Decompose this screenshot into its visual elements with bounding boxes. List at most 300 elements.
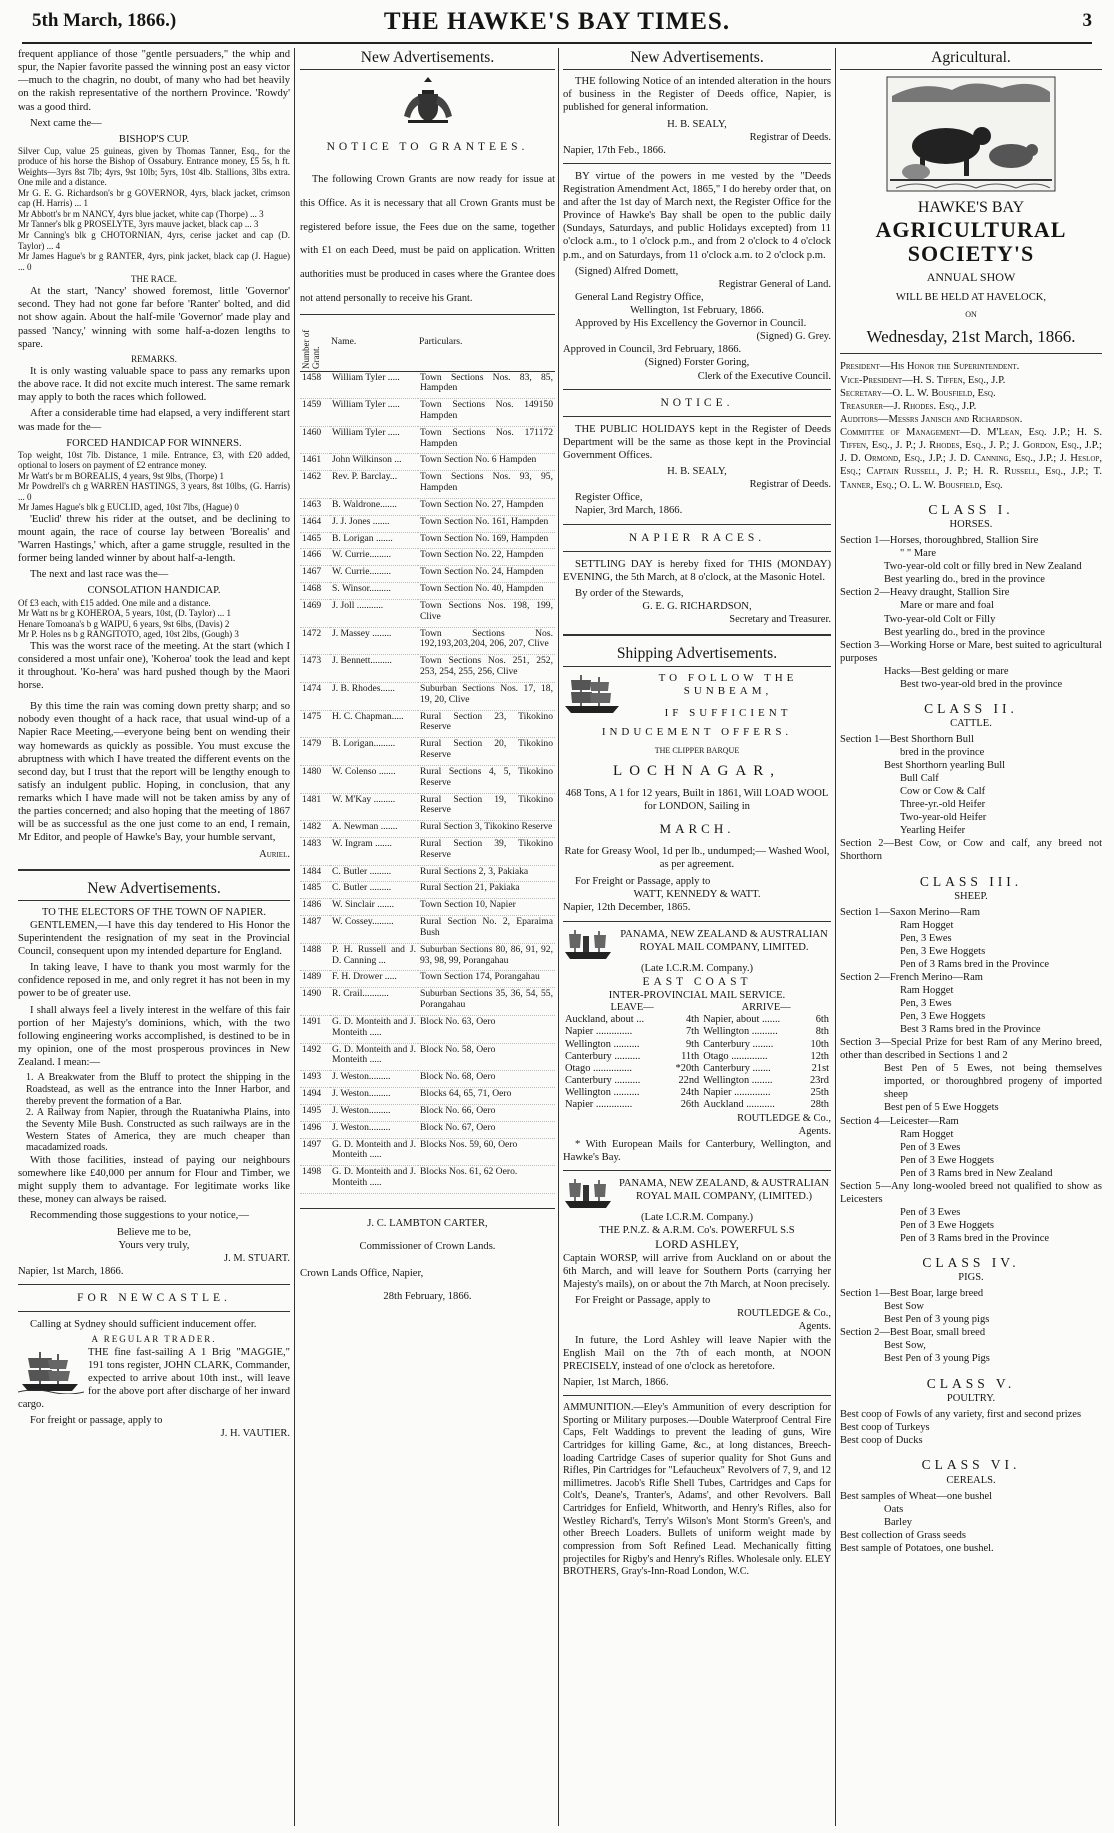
ad-text: Rate for Greasy Wool, 1d per lb., undumped;— Washed Wool, as per agreement. <box>564 845 830 871</box>
leave-date: 9th <box>685 1038 700 1050</box>
grant-number: 1483 <box>300 838 330 866</box>
grantee-name: J. J. Jones ....... <box>330 515 418 532</box>
ad-title: NAPIER RACES. <box>628 531 766 544</box>
table-row <box>300 682 555 710</box>
grant-particulars: Rural Sections 2, 3, Pakiaka <box>418 865 555 882</box>
leave-port: Wellington .......... <box>565 1087 640 1099</box>
table-row <box>563 1099 831 1111</box>
prize-entry: Hacks—Best gelding or mare <box>884 665 1009 677</box>
table-row <box>300 765 555 793</box>
prize-entry: Pen of 3 Rams bred in the Province <box>900 959 1050 971</box>
section-rule <box>563 416 831 417</box>
grant-number: 1496 <box>300 1121 330 1138</box>
grant-number: 1488 <box>300 943 330 971</box>
table-row <box>300 865 555 882</box>
race-report-text: By this time the rain was coming down pretty sharp; and so nobody even thought of a hack race, that usual wind-up of a Napier Race Meeting,—everyone being bent on wending their way homewards as quickly as possible. You must excuse the abruptness with which I have treated the different events on the second day, but I trust that the report will be lengthy enough to satisfy an indulgent public. Hoping, in conclusion, that any remarks which I have made will not be taken amiss by any of the parties concerned; and also hoping that the meeting of 1867 will be as successful as the one just come to an end, I remain, Mr Editor, and people of Hawke's Bay, your humble servant, <box>18 701 290 844</box>
prize-section: Section 1—Saxon Merino—Ram <box>840 907 980 919</box>
grant-number: 1474 <box>300 682 330 710</box>
arrive-date: 10th <box>810 1038 829 1050</box>
table-header-row <box>563 1002 831 1014</box>
race-entry: Mr Powdrell's ch g WARREN HASTINGS, 3 years, 8st 10lbs, (G. Harris) ... 0 <box>18 481 290 502</box>
notice-title: NOTICE TO GRANTEES. <box>326 141 529 154</box>
prize-entry: Ram Hogget <box>900 1128 954 1140</box>
grantee-name: J. Massey ........ <box>330 627 418 655</box>
grant-particulars: Rural Section 23, Tikokino Reserve <box>418 710 555 738</box>
grant-number: 1481 <box>300 793 330 821</box>
officer-line: President—His Honor the Superintendent. <box>840 361 1020 373</box>
steamship-icon <box>563 928 613 962</box>
ad-signed: (Signed) G. Grey. <box>756 331 831 343</box>
table-row <box>300 1121 555 1138</box>
grant-particulars: Block No. 63, Oero <box>418 1015 555 1043</box>
grant-number: 1480 <box>300 765 330 793</box>
grant-number: 1493 <box>300 1071 330 1088</box>
grant-number: 1468 <box>300 583 330 600</box>
officer-line: Committee of Management—D. M'Lean, Esq. J.P.; H. S. Tiffen, Esq., J. P.; J. Rhodes, Esq., J. P.; J. Gordon, Esq., J.P.; J. D. Ormond, Esq., J.P.; J. D. Canning, Esq., J.P.; J. Heslop, Esq.; Captain Russell, J. P.; H. R. Russell, Esq., J.P.; T. Tanner, Esq.; O. L. W. Bousfield, Esq. <box>840 427 1102 491</box>
prize-entry: Barley <box>884 1517 912 1529</box>
prize-entry: Ram Hogget <box>900 920 954 932</box>
grant-particulars: Town Section 174, Porangahau <box>418 971 555 988</box>
arrive-port: Canterbury ....... <box>703 1062 771 1074</box>
race-entry: Mr Canning's blk g CHOTORNIAN, 4yrs, cerise jacket and cap (D. Taylor) ... 4 <box>18 230 290 251</box>
ad-signer-title: Secretary and Treasurer. <box>729 614 831 626</box>
ad-signer-title: Clerk of the Executive Council. <box>697 370 831 382</box>
ad-title: PANAMA, NEW ZEALAND & AUSTRALIAN ROYAL MAIL COMPANY, LIMITED. <box>620 928 828 953</box>
grant-particulars: Rural Section 39, Tikokino Reserve <box>418 838 555 866</box>
ship-name: LORD ASHLEY, <box>655 1237 739 1252</box>
grant-number: 1472 <box>300 627 330 655</box>
prize-entry: Pen, 3 Ewes <box>900 933 952 945</box>
race-title: FORCED HANDICAP FOR WINNERS. <box>66 437 242 449</box>
grant-particulars: Blocks Nos. 61, 62 Oero. <box>418 1166 555 1194</box>
table-row <box>300 1104 555 1121</box>
prize-entry: Two-year-old colt or filly bred in New Zealand <box>884 561 1082 573</box>
arrive-date: 6th <box>815 1014 829 1026</box>
section-rule <box>300 1208 555 1209</box>
prize-section: Best coop of Fowls of any variety, first and second prizes <box>840 1409 1082 1421</box>
grantee-name: G. D. Monteith and J. Monteith ..... <box>330 1015 418 1043</box>
ad-date: Napier, 1st March, 1866. <box>563 1376 669 1388</box>
grantee-name: C. Butler ......... <box>330 865 418 882</box>
grant-particulars: Block No. 58, Oero <box>418 1043 555 1071</box>
prize-entry: Best yearling do., bred in the province <box>884 626 1045 638</box>
arrive-port: Napier .............. <box>703 1087 771 1099</box>
race-entry: Mr Watt's br m BOREALIS, 4 years, 9st 9lbs, (Thorpe) 1 <box>18 470 224 481</box>
grant-particulars: Block No. 68, Oero <box>418 1071 555 1088</box>
class-title: CLASS II. <box>924 700 1018 716</box>
race-report-text: frequent appliance of those "gentle persuaders," the whip and spur, the Napier favorite passed the winning post an easy victor—much to the chagrin, no doubt, of many who had bet heavily on the rakish representative of the northern Province. 'Rowdy' was a good third. <box>18 49 290 113</box>
race-entry: Mr Watt ns br g KOHEROA, 5 years, 10st, (D. Taylor) ... 1 <box>18 608 232 619</box>
ad-signed: (Signed) Forster Goring, <box>644 357 750 369</box>
prize-section: Best sample of Potatoes, one bushel. <box>840 1543 994 1555</box>
leave-date: 7th <box>685 1026 700 1038</box>
grantee-name: H. C. Chapman..... <box>330 710 418 738</box>
arrive-date: 21st <box>811 1062 829 1074</box>
table-row <box>563 1087 831 1099</box>
grant-number: 1465 <box>300 532 330 549</box>
prize-entry: Two-year-old Colt or Filly <box>884 613 996 625</box>
grant-number: 1464 <box>300 515 330 532</box>
grant-number: 1463 <box>300 498 330 515</box>
ad-text: AMMUNITION.—Eley's Ammunition of every description for Sporting or Military purposes.—Double Waterproof Central Fire Caps, Felt Waddings to prevent the leading of guns, Wire Cartridges for killing Game, &c., at long distances, Breech-loading Cartridge Cases of superior quality for Shot Guns and Rifles, Pin Cartridges for "Lefaucheux" Revolvers of 7, 9, and 12 millimetres. Jacob's Rifle Shell Tubes, Cartridges and Caps for Colt's, Deane's, Tranter's, Adams', and other Revolvers. Ball Cartridges for Enfield, Whitworth, and Henry's Rifles, also for Westley Richard's, Terry's Wilson's Mont Storm's Green's, and other Breech Loaders. Bullets of uniform weight made by compression from Soft Refined Lead. Mechanically fitting projectiles for Rigby's and Henry's Rifles. Wholesale only. ELEY BROTHERS, Gray's-Inn-Road London, W.C. <box>563 1402 831 1578</box>
table-row <box>300 943 555 971</box>
grant-particulars: Town Sections Nos. 192,193,203,204, 206, 207, Clive <box>418 627 555 655</box>
arrive-date: 12th <box>810 1050 829 1062</box>
ad-subtitle: (Late I.C.R.M. Company.) <box>641 962 753 974</box>
issue-date: 5th March, 1866.) <box>32 10 177 31</box>
grant-number: 1458 <box>300 371 330 399</box>
table-row <box>300 710 555 738</box>
grantee-name: C. Butler ......... <box>330 882 418 899</box>
grantee-name: William Tyler ..... <box>330 399 418 427</box>
grantee-name: J. Weston......... <box>330 1071 418 1088</box>
section-rule <box>563 524 831 525</box>
show-title: ANNUAL SHOW <box>926 270 1016 285</box>
ad-signer: WATT, KENNEDY & WATT. <box>633 889 761 901</box>
race-report-text: It is only wasting valuable space to pass any remarks upon the above race. It did not excite much interest. The same remark may apply to both the races which followed. <box>18 366 290 404</box>
race-report-text: The next and last race was the— <box>30 569 169 581</box>
table-row <box>300 566 555 583</box>
prize-section: Best samples of Wheat—one bushel <box>840 1491 993 1503</box>
ad-text: 1. A Breakwater from the Bluff to protect the shipping in the Roadstead, as well as the entrance into the Inner Harbor, and thereby prevent the formation of a Bar. <box>26 1072 290 1107</box>
ad-signer-title: Agents. <box>798 1125 831 1137</box>
prize-section: Section 4—Leicester—Ram <box>840 1115 959 1127</box>
livestock-illustration <box>886 76 1056 192</box>
ad-text: For Freight or Passage, apply to <box>575 1295 711 1307</box>
grantee-name: Rev. P. Barclay... <box>330 471 418 499</box>
grantee-name: W. Colenso ....... <box>330 765 418 793</box>
prize-entry: Best Sow <box>884 1301 924 1313</box>
table-row <box>300 498 555 515</box>
prize-entry: bred in the province <box>900 747 985 759</box>
office-address: Crown Lands Office, Napier, <box>300 1268 424 1280</box>
grant-particulars: Town Section No. 22, Hampden <box>418 549 555 566</box>
office-address: General Land Registry Office, <box>575 291 704 303</box>
grant-particulars: Town Section No. 24, Hampden <box>418 566 555 583</box>
grantee-name: G. D. Monteith and J. Monteith ..... <box>330 1043 418 1071</box>
grantee-name: W. M'Kay ......... <box>330 793 418 821</box>
column-header: LEAVE— <box>610 1002 654 1014</box>
grant-number: 1469 <box>300 599 330 627</box>
arrive-date: 25th <box>810 1087 829 1099</box>
ad-text: With those facilities, instead of paying our neighbours somewhere like £40,000 per annum for Flour and Timber, we might supply them to advantage. For legitimate works like these, money can always be raised. <box>18 1154 290 1206</box>
grant-particulars: Town Section No. 6 Hampden <box>418 454 555 471</box>
officer-line: Treasurer—J. Rhodes. Esq., J.P. <box>840 400 977 412</box>
table-row <box>300 426 555 454</box>
section-rule <box>18 1311 290 1312</box>
section-heading: New Advertisements. <box>300 48 555 70</box>
ad-signer: ROUTLEDGE & Co., <box>737 1112 831 1124</box>
grant-particulars: Rural Section 21, Pakiaka <box>418 882 555 899</box>
ad-date: Wellington, 1st February, 1866. <box>630 305 764 316</box>
race-report-text: 'Euclid' threw his rider at the outset, and be declining to mount again, the race of course lay between 'Borealis' and 'Warren Hastings,' which, after a game struggle, resulted in the former being landed winner by about half-a-length. <box>18 513 290 565</box>
ad-text: For Freight or Passage, apply to <box>575 876 711 888</box>
office-address: Register Office, <box>575 492 643 504</box>
grantee-name: William Tyler ..... <box>330 371 418 399</box>
officer-line: Secretary—O. L. W. Bousfield, Esq. <box>840 387 996 399</box>
grantee-name: B. Waldrone....... <box>330 498 418 515</box>
grant-number: 1467 <box>300 566 330 583</box>
race-entry: Of £3 each, with £15 added. One mile and a distance. <box>18 597 211 608</box>
prize-entry: Pen of 3 Ewe Hoggets <box>900 1154 994 1166</box>
grantee-name: B. Lorigan......... <box>330 738 418 766</box>
race-title: BISHOP'S CUP. <box>118 133 190 145</box>
ad-signer-title: Registrar General of Land. <box>718 278 831 290</box>
section-heading: New Advertisements. <box>563 48 831 70</box>
grant-number: 1498 <box>300 1166 330 1194</box>
column-3 <box>563 48 831 1826</box>
table-row <box>300 738 555 766</box>
ad-subtitle: MARCH. <box>659 820 735 836</box>
society-name: HAWKE'S BAY <box>917 199 1025 217</box>
ad-closing: Believe me to be, <box>116 1226 192 1238</box>
ad-text: 468 Tons, A 1 for 12 years, Built in 1861, Will LOAD WOOL for LONDON, Sailing in <box>565 787 829 812</box>
section-rule <box>18 869 290 871</box>
section-rule <box>840 353 1102 354</box>
grantee-name: P. H. Russell and J. D. Canning ... <box>330 943 418 971</box>
masthead-rule <box>22 42 1092 44</box>
grantee-name: J. Weston......... <box>330 1121 418 1138</box>
prize-entry: Pen, 3 Ewe Hoggets <box>900 1011 986 1023</box>
ad-signer: J. H. VAUTIER. <box>220 1428 290 1440</box>
section-heading: Agricultural. <box>840 48 1102 70</box>
ad-subtitle: A REGULAR TRADER. <box>91 1334 217 1345</box>
grant-number: 1460 <box>300 426 330 454</box>
leave-port: Wellington .......... <box>565 1038 640 1050</box>
leave-port: Napier .............. <box>565 1026 633 1038</box>
race-subhead: THE RACE. <box>131 274 177 285</box>
grantee-name: J. Weston......... <box>330 1104 418 1121</box>
prize-entry: Best pen of 5 Ewe Hoggets <box>884 1102 999 1114</box>
table-row <box>300 549 555 566</box>
ad-subtitle: INTER-PROVINCIAL MAIL SERVICE. <box>608 989 786 1001</box>
column-header: Name. <box>330 314 418 371</box>
section-heading: Shipping Advertisements. <box>563 644 831 666</box>
table-row <box>563 1039 831 1051</box>
ad-signed: (Signed) Alfred Domett, <box>575 265 679 277</box>
grantee-name: W. Currie......... <box>330 549 418 566</box>
prize-entry: Best 3 Rams bred in the Province <box>900 1024 1041 1036</box>
crown-grants-table <box>300 314 555 1194</box>
table-row <box>300 471 555 499</box>
grantee-name: J. Weston......... <box>330 1088 418 1105</box>
ad-subtitle: EAST COAST <box>642 975 752 988</box>
table-row <box>300 793 555 821</box>
ad-signer-title: Commissioner of Crown Lands. <box>359 1241 496 1252</box>
table-row <box>300 971 555 988</box>
grant-number: 1484 <box>300 865 330 882</box>
section-heading: New Advertisements. <box>18 879 290 901</box>
grantee-name: G. D. Monteith and J. Monteith ..... <box>330 1166 418 1194</box>
ad-signer-title: Registrar of Deeds. <box>749 479 831 491</box>
grant-particulars: Town Section No. 27, Hampden <box>418 498 555 515</box>
table-row <box>300 599 555 627</box>
table-row <box>300 515 555 532</box>
table-row <box>563 1075 831 1087</box>
grant-number: 1459 <box>300 399 330 427</box>
table-row <box>300 1071 555 1088</box>
prize-section: Section 2—French Merino—Ram <box>840 972 983 984</box>
ad-signer: J. C. LAMBTON CARTER, <box>367 1217 488 1229</box>
grant-number: 1495 <box>300 1104 330 1121</box>
race-entry: Silver Cup, value 25 guineas, given by Thomas Tanner, Esq., for the produce of his horse the Bishop of Ossabury. Entrance money, £5 5s, h ft. Weights—3yrs 8st 7lb; 4yrs, 9st 10lb; 5yrs, 10st 4lb. Stallions, 3lbs extra. One mile and a distance. <box>18 145 290 188</box>
table-row <box>300 1015 555 1043</box>
prize-entry: Best Pen of 3 young Pigs <box>884 1353 990 1365</box>
prize-entry: Three-yr.-old Heifer <box>900 799 986 811</box>
ad-title: FOR NEWCASTLE. <box>77 1291 231 1304</box>
ad-date: Napier, 1st March, 1866. <box>18 1265 124 1277</box>
ad-text: In future, the Lord Ashley will leave Napier with the English Mail on the 7th of each month, at NOON PRECISELY, instead of one o'clock as heretofore. <box>563 1334 831 1372</box>
column-rule <box>835 48 836 1826</box>
ad-text: For freight or passage, apply to <box>30 1415 163 1427</box>
officer-line: Auditors—Messrs Janisch and Richardson. <box>840 413 1023 425</box>
leave-date: 4th <box>685 1014 700 1026</box>
grantee-name: J. B. Rhodes...... <box>330 682 418 710</box>
masthead <box>0 0 1114 46</box>
class-subtitle: HORSES. <box>949 519 993 531</box>
table-row <box>300 1043 555 1071</box>
grantee-name: W. Currie......... <box>330 566 418 583</box>
ad-date: Napier, 17th Feb., 1866. <box>563 144 666 156</box>
ad-text: Approved in Council, 3rd February, 1866. <box>563 344 742 356</box>
column-rule <box>558 48 559 1826</box>
ad-date: 28th February, 1866. <box>383 1291 472 1303</box>
section-rule <box>563 634 831 636</box>
race-subhead: REMARKS. <box>131 353 177 364</box>
table-row <box>300 1138 555 1166</box>
ad-text: I shall always feel a lively interest in the welfare of this fair portion of her Majesty's dominions, which, with the two following engineering works accomplished, is destined to be in my opinion, one of the most prosperous provinces in New Zealand. I mean:— <box>18 1004 290 1069</box>
prize-section: Best coop of Ducks <box>840 1435 923 1447</box>
grant-particulars: Town Section No. 40, Hampden <box>418 583 555 600</box>
grant-particulars: Rural Section 20, Tikokino Reserve <box>418 738 555 766</box>
arrive-date: 23rd <box>809 1075 829 1087</box>
arrive-port: Wellington ........ <box>703 1075 773 1087</box>
column-rule <box>294 48 295 1826</box>
ad-title: TO THE ELECTORS OF THE TOWN OF NAPIER. <box>41 906 267 918</box>
section-rule <box>18 1284 290 1285</box>
page-number: 3 <box>1082 10 1092 31</box>
table-row <box>300 838 555 866</box>
column-4 <box>840 48 1102 1826</box>
table-header-row <box>300 314 555 371</box>
race-report-text: Next came the— <box>30 117 102 129</box>
ad-subtitle: THE P.N.Z. & A.R.M. Co's. POWERFUL S.S <box>599 1224 795 1236</box>
grant-number: 1482 <box>300 821 330 838</box>
class-title: CLASS III. <box>919 873 1023 889</box>
ad-signer: H. B. SEALY, <box>667 466 727 478</box>
table-row <box>300 988 555 1016</box>
ad-title: TO FOLLOW THE SUNBEAM, <box>658 671 798 698</box>
ad-signer-title: Agents. <box>798 1321 831 1333</box>
prize-entry: Pen of 3 Rams bred in New Zealand <box>900 1167 1053 1179</box>
ad-text: 2. A Railway from Napier, through the Ruataniwha Plains, into the Seventy Mile Bush. Constructed as such railways are in the Western States of America, they are much cheaper than macadamized roads. <box>26 1107 290 1154</box>
prize-section: Section 2—Best Cow, or Cow and calf, any breed not Shorthorn <box>840 838 1102 863</box>
ad-text: THE PUBLIC HOLIDAYS kept in the Register of Deeds Department will be the same as those kept in the Provincial Government Offices. <box>563 423 831 462</box>
prize-entry: Best Shorthorn yearling Bull <box>884 760 1006 772</box>
prize-section: Section 3—Special Prize for best Ram of any Merino breed, other than described in Sections 1 and 2 <box>840 1037 1102 1062</box>
grant-particulars: Town Section 10, Napier <box>418 899 555 916</box>
arrive-port: Auckland ........... <box>703 1099 775 1111</box>
grant-number: 1485 <box>300 882 330 899</box>
notice-text: The following Crown Grants are now ready for issue at this Office. As it is necessary that all Crown Grants must be registered before issue, the Fees due on the same, together with £1 on each Deed, must be paid on application. Written authorities must be produced in cases where the Grantee does not attend personally to receive his Grant. <box>300 174 555 304</box>
grant-particulars: Block No. 66, Oero <box>418 1104 555 1121</box>
section-rule <box>563 1395 831 1396</box>
grant-number: 1462 <box>300 471 330 499</box>
prize-section: Section 5—Any long-wooled breed not qualified to show as Leicesters <box>840 1180 1102 1205</box>
prize-entry: Pen of 3 Rams bred in the Province <box>900 1232 1050 1244</box>
grantee-name: W. Ingram ....... <box>330 838 418 866</box>
grant-number: 1490 <box>300 988 330 1016</box>
class-subtitle: PIGS. <box>958 1272 984 1284</box>
table-row <box>300 899 555 916</box>
ad-text: Recommending those suggestions to your notice,— <box>30 1210 249 1222</box>
grant-particulars: Town Sections Nos. 198, 199, Clive <box>418 599 555 627</box>
table-row <box>563 1063 831 1075</box>
grant-particulars: Town Section No. 161, Hampden <box>418 515 555 532</box>
prize-section: Best coop of Turkeys <box>840 1422 930 1434</box>
sailing-ship-icon <box>18 1348 84 1394</box>
ad-text: * With European Mails for Canterbury, Wellington, and Hawke's Bay. <box>563 1138 831 1163</box>
ad-signer: J. M. STUART. <box>224 1252 290 1264</box>
prize-entry: " " Mare <box>900 548 936 560</box>
race-entry: Mr James Hague's br g RANTER, 4yrs, pink jacket, black cap (J. Hague) ... 0 <box>18 251 290 272</box>
table-row <box>300 399 555 427</box>
leave-date: 24th <box>680 1087 700 1099</box>
grantee-name: G. D. Monteith and J. Monteith ..... <box>330 1138 418 1166</box>
race-entry: Mr Tanner's blk g PROSELYTE, 3yrs mauve jacket, black cap ... 3 <box>18 219 259 230</box>
column-header: Number of Grant. <box>301 329 322 369</box>
show-date: Wednesday, 21st March, 1866. <box>866 327 1076 347</box>
grantee-name: S. Winsor......... <box>330 583 418 600</box>
newspaper-title: THE HAWKE'S BAY TIMES. <box>383 8 731 35</box>
grant-particulars: Blocks Nos. 59, 60, Oero <box>418 1138 555 1166</box>
ad-closing: Yours very truly, <box>118 1239 190 1251</box>
table-row <box>300 882 555 899</box>
grant-particulars: Town Sections Nos. 171172 Hampden <box>418 426 555 454</box>
grantee-name: F. H. Drower ..... <box>330 971 418 988</box>
ad-text: SETTLING DAY is hereby fixed for THIS (MONDAY) EVENING, the 5th March, at 8 o'clock, at the Masonic Hotel. <box>563 558 831 583</box>
column-header: ARRIVE— <box>741 1002 791 1014</box>
grant-particulars: Suburban Sections 80, 86, 91, 92, 93, 98, 99, Porangahau <box>418 943 555 971</box>
ad-text: THE following Notice of an intended alteration in the hours of business in the Register of Deeds office, Napier, is published for general information. <box>563 76 831 114</box>
race-entry: Henare Tomoana's b g WAIPU, 6 years, 9st 6lbs, (Davis) 2 <box>18 618 230 629</box>
ad-title: PANAMA, NEW ZEALAND, & AUSTRALIAN ROYAL MAIL COMPANY, (LIMITED.) <box>618 1177 830 1202</box>
grantee-name: R. Crail........... <box>330 988 418 1016</box>
ad-title: INDUCEMENT OFFERS. <box>601 726 793 739</box>
arrive-port: Napier, about ....... <box>703 1014 781 1026</box>
class-title: CLASS IV. <box>922 1254 1020 1270</box>
table-row <box>300 1088 555 1105</box>
prize-entry: Cow or Cow & Calf <box>900 786 986 798</box>
leave-date: 22nd <box>678 1075 700 1087</box>
class-subtitle: POULTRY. <box>946 1393 996 1405</box>
show-on: ON <box>965 310 977 320</box>
grant-number: 1487 <box>300 916 330 944</box>
ad-text: Calling at Sydney should sufficient inducement offer. <box>30 1319 257 1331</box>
grant-particulars: Block No. 67, Oero <box>418 1121 555 1138</box>
table-row <box>563 1026 831 1038</box>
class-subtitle: CATTLE. <box>950 718 992 730</box>
grantee-name: William Tyler ..... <box>330 426 418 454</box>
prize-entry: Pen of 3 Ewe Hoggets <box>900 1219 994 1231</box>
race-entry: Mr Abbott's br m NANCY, 4yrs blue jacket, white cap (Thorpe) ... 3 <box>18 208 264 219</box>
grant-particulars: Blocks 64, 65, 71, Oero <box>418 1088 555 1105</box>
leave-port: Auckland, about ... <box>565 1014 645 1026</box>
grantee-name: J. Bennett......... <box>330 655 418 683</box>
prize-entry: Mare or mare and foal <box>900 600 994 612</box>
prize-entry: Best Pen of 3 young pigs <box>884 1314 990 1326</box>
prize-section: Section 1—Horses, thoroughbred, Stallion Sire <box>840 535 1039 547</box>
